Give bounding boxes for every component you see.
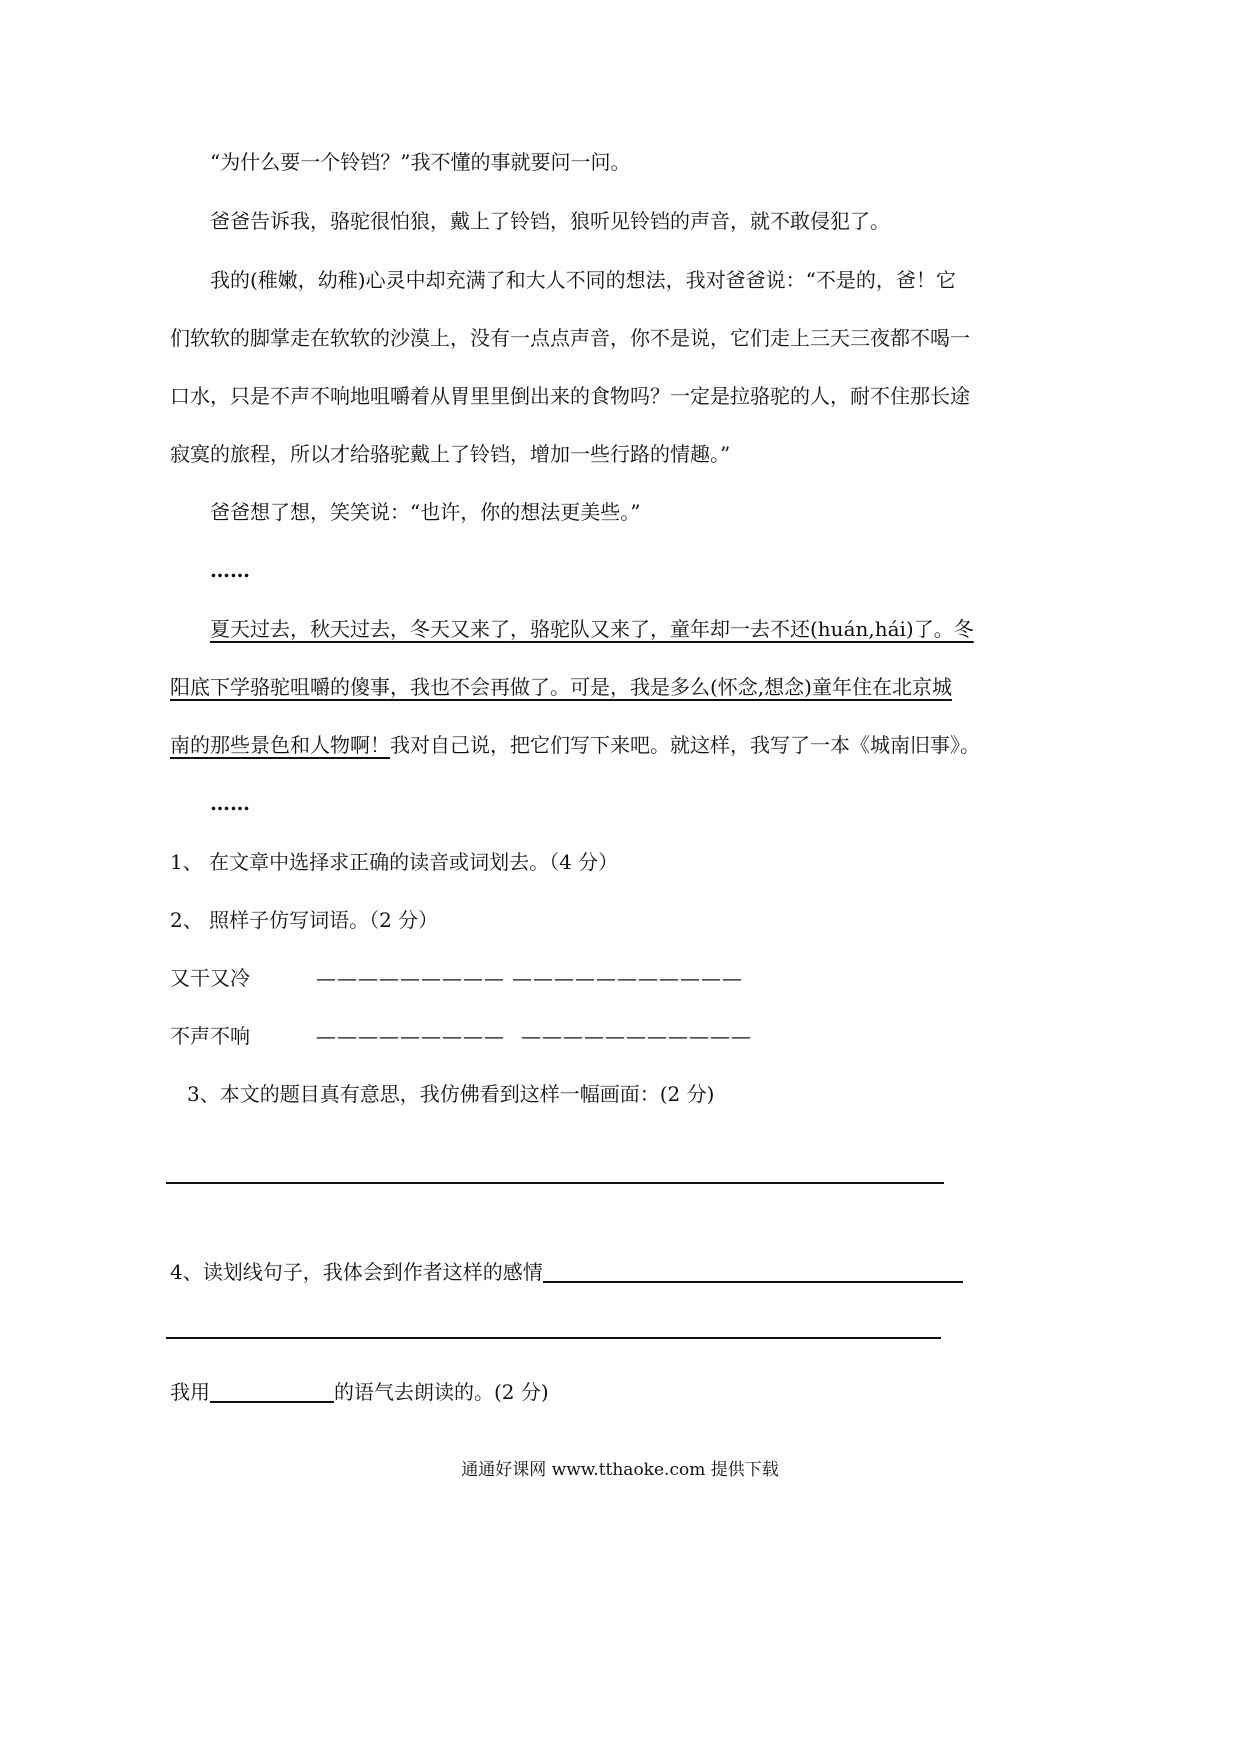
underlined-sentence-line-3: 南的那些景色和人物啊！ — [170, 733, 390, 757]
question-4b-prefix: 我用 — [170, 1380, 210, 1404]
question-3: 3、本文的题目真有意思，我仿佛看到这样一幅画面：(2 分) — [187, 1082, 715, 1106]
passage-paragraph-3-line-3: 口水，只是不声不响地咀嚼着从胃里里倒出来的食物吗？一定是拉骆驼的人，耐不住那长途 — [170, 384, 970, 408]
passage-paragraph-5-line-3 — [170, 730, 980, 760]
answer-blank-1a[interactable]: ————————— — [316, 966, 505, 990]
underlined-sentence-line-1: 夏天过去，秋天过去，冬天又来了，骆驼队又来了，童年却一去不还(huán,hái)了。冬 — [210, 617, 974, 641]
question-1: 1、 在文章中选择求正确的读音或词划去。（4 分） — [170, 850, 619, 874]
question-4-reading-tone — [170, 1377, 549, 1407]
answer-blank-2a[interactable]: ————————— — [316, 1024, 505, 1048]
page-footer: 通通好课网 www.tthaoke.com 提供下载 — [461, 1460, 779, 1480]
question-4 — [170, 1257, 963, 1287]
answer-line-question-3[interactable] — [166, 1182, 944, 1184]
question-2-example-2: 不声不响 — [170, 1024, 250, 1048]
answer-blank-2b[interactable]: ——————————— — [521, 1024, 752, 1048]
question-4-text: 4、读划线句子，我体会到作者这样的感情 — [170, 1260, 543, 1284]
answer-blank-reading-tone[interactable] — [210, 1401, 334, 1403]
question-2-example-1: 又干又冷 — [170, 966, 250, 990]
passage-paragraph-5-tail: 我对自己说，把它们写下来吧。就这样，我写了一本《城南旧事》。 — [390, 733, 980, 757]
question-2: 2、 照样子仿写词语。（2 分） — [170, 908, 439, 932]
passage-paragraph-2: 爸爸告诉我，骆驼很怕狼，戴上了铃铛，狼听见铃铛的声音，就不敢侵犯了。 — [210, 209, 890, 233]
ellipsis-1: …… — [210, 558, 250, 582]
question-4b-suffix: 的语气去朗读的。(2 分) — [334, 1380, 549, 1404]
passage-paragraph-1: “为什么要一个铃铛？”我不懂的事就要问一问。 — [210, 150, 631, 174]
passage-paragraph-3-line-2: 们软软的脚掌走在软软的沙漠上，没有一点点声音，你不是说，它们走上三天三夜都不喝一 — [170, 326, 970, 350]
passage-paragraph-3-line-4: 寂寞的旅程，所以才给骆驼戴上了铃铛，增加一些行路的情趣。” — [170, 442, 731, 466]
answer-blank-1b[interactable]: ——————————— — [512, 966, 743, 990]
answer-blank-question-4[interactable] — [543, 1281, 963, 1283]
passage-paragraph-3-line-1: 我的(稚嫩，幼稚)心灵中却充满了和大人不同的想法，我对爸爸说：“不是的，爸！它 — [210, 268, 956, 292]
answer-line-question-4[interactable] — [166, 1337, 941, 1339]
passage-paragraph-4: 爸爸想了想，笑笑说：“也许，你的想法更美些。” — [210, 500, 641, 524]
ellipsis-2: …… — [210, 791, 250, 815]
underlined-sentence-line-2: 阳底下学骆驼咀嚼的傻事，我也不会再做了。可是，我是多么(怀念,想念)童年住在北京城 — [170, 675, 952, 699]
